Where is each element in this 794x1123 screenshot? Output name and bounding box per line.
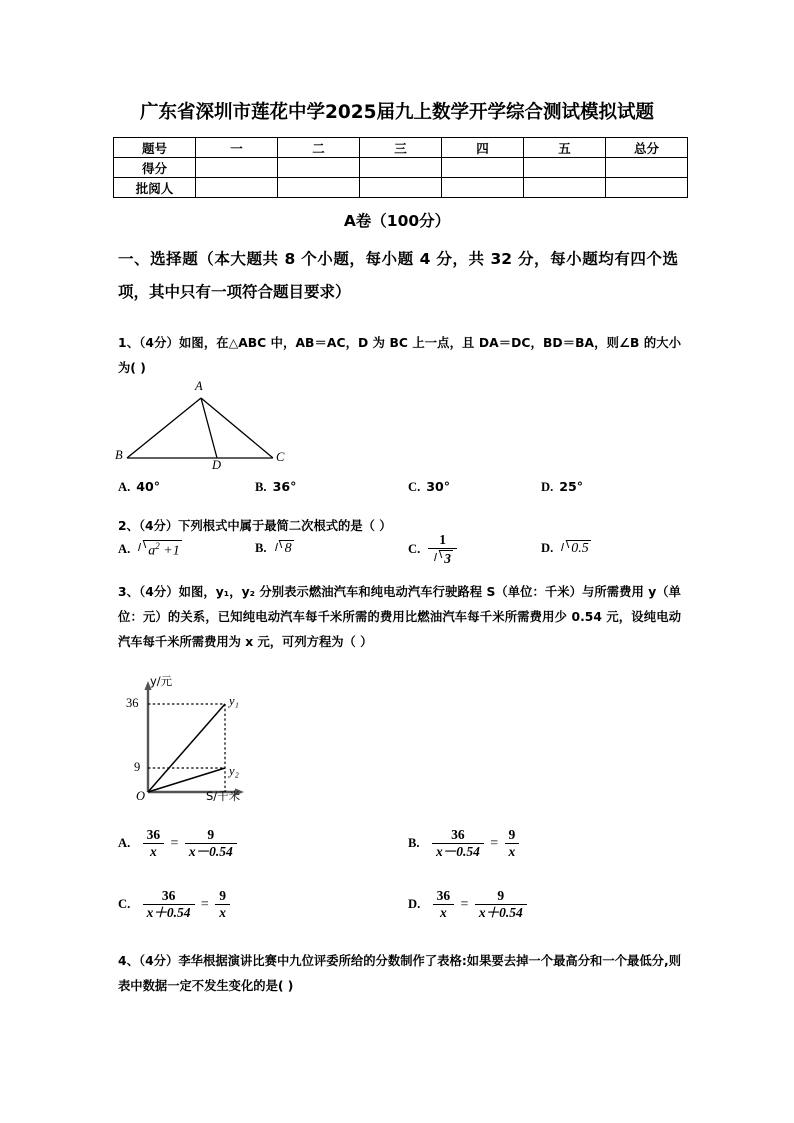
section-heading: 一、选择题（本大题共 8 个小题，每小题 4 分，共 32 分，每小题均有四个选项，其中只有一项符合题目要求） [118,250,678,301]
origin-label: O [136,789,146,803]
question-3-options-row-2 [118,888,681,928]
question-1-option-a[interactable]: A. 40° [118,479,161,494]
triangle-diagram-svg [113,388,303,468]
table-cell [196,178,278,198]
question-4-body: 李华根据演讲比赛中九位评委所给的分数制作了表格:如果要去掉一个最高分和一个最低分,则表中数据一定不发生变化的是( ) [118,954,681,993]
question-1-option-d[interactable]: D. 25° [541,479,584,494]
question-1-score: （4分） [139,336,179,350]
question-1-options [118,479,681,499]
table-cell: 二 [278,138,360,158]
equals-sign: = [170,835,179,851]
fraction-one-over-root-three: $\frac{1}{3}$ [428,532,457,568]
question-3-option-a[interactable]: A. $\frac{36}{x}$ = $\frac{9}{x-0.54}$ [118,827,239,861]
volume-heading: A卷（100分） [343,212,451,230]
table-row [114,138,688,158]
question-2-text [118,514,681,539]
question-1-option-c[interactable]: C. 30° [408,479,451,494]
fraction-right: $\frac{9}{x}$ [505,827,520,861]
table-row [114,158,688,178]
question-1-option-b[interactable]: B. 36° [255,479,297,494]
question-2-option-a[interactable]: A. $a^2 +1$ [118,541,180,559]
question-4-number: 4、 [118,954,139,968]
page-title: 广东省深圳市莲花中学2025届九上数学开学综合测试模拟试题 [140,102,654,123]
table-cell [278,158,360,178]
vertex-label-d: D [212,458,222,472]
table-cell [278,178,360,198]
table-cell [196,158,278,178]
fraction-right: $\frac{9}{x-0.54}$ [185,827,237,861]
table-cell: 五 [524,138,606,158]
question-3-number: 3、 [118,585,140,599]
y-tick-9: 9 [134,760,141,774]
table-cell [442,158,524,178]
table-cell [360,158,442,178]
table-row-label: 题号 [114,138,196,158]
question-2-options [118,532,681,573]
question-1-text [118,331,681,381]
fraction-left: $\frac{36}{x-0.54}$ [432,827,484,861]
question-4-text [118,949,681,999]
score-table [113,137,688,198]
fraction-right: $\frac{9}{x}$ [215,888,230,922]
question-3-score: （4分） [139,585,179,599]
equals-sign: = [200,896,209,912]
x-axis-label: S/千米 [206,789,241,803]
question-3-body: 如图，y₁，y₂ 分别表示燃油汽车和纯电动汽车行驶路程 S（单位：千米）与所需费用 y（单位：元）的关系，已知纯电动汽车每千米所需的费用比燃油汽车每千米所需费用少 0.54 元，设纯电动汽车每千米所需费用为 x 元，可列方程为（ ） [118,585,681,649]
table-cell [442,178,524,198]
vertex-label-a: A [195,379,203,393]
question-3-options-row-1 [118,827,681,867]
question-3-option-c[interactable]: C. $\frac{36}{x+0.54}$ = $\frac{9}{x}$ [118,888,232,922]
equals-sign: = [490,835,499,851]
table-cell [524,158,606,178]
question-3-text [118,580,681,655]
table-cell [360,178,442,198]
question-3-figure [118,676,298,806]
series-label-y1: y₁ [229,694,239,708]
fraction-left: $\frac{36}{x}$ [433,888,455,922]
vertex-label-c: C [276,450,285,464]
question-2-option-d[interactable]: D. 0.5 [541,540,589,556]
table-cell: 三 [360,138,442,158]
table-row-label: 得分 [114,158,196,178]
radical-eight: 8 [273,539,294,557]
table-cell: 四 [442,138,524,158]
table-cell: 总分 [606,138,688,158]
question-1-number: 1、 [118,336,140,350]
question-2-option-b[interactable]: B. 8 [255,540,292,556]
question-4-score: （4分） [138,954,179,968]
question-3-option-d[interactable]: D. $\frac{36}{x}$ = $\frac{9}{x+0.54}$ [408,888,529,922]
y-tick-36: 36 [126,696,139,710]
question-2-option-c[interactable]: C. $\frac{1}{3}$ [408,532,459,568]
table-cell [606,158,688,178]
question-2-body: 下列根式中属于最简二次根式的是（ ） [178,519,392,533]
fraction-left: $\frac{36}{x}$ [143,827,165,861]
radical-zero-point-five: 0.5 [559,539,591,557]
table-cell: 一 [196,138,278,158]
equals-sign: = [460,896,469,912]
vertex-label-b: B [115,448,123,462]
table-cell [606,178,688,198]
series-label-y2: y₂ [229,764,239,778]
fraction-left: $\frac{36}{x+0.54}$ [143,888,195,922]
fraction-right: $\frac{9}{x+0.54}$ [475,888,527,922]
question-2-number: 2、 [118,519,139,533]
table-cell [524,178,606,198]
question-3-option-b[interactable]: B. $\frac{36}{x-0.54}$ = $\frac{9}{x}$ [408,827,521,861]
question-1-body: 如图，在△ABC 中，AB＝AC，D 为 BC 上一点，且 DA＝DC，BD＝BA，则∠B 的大小为( ) [118,336,681,375]
question-1-figure [113,379,303,472]
table-row-label: 批阅人 [114,178,196,198]
question-2-score: （4分） [138,519,179,533]
line-graph-svg [118,676,298,806]
y-axis-label: y/元 [150,674,173,688]
radical-a-squared-plus-one: $a^2 +1$ [136,539,181,560]
table-row [114,178,688,198]
